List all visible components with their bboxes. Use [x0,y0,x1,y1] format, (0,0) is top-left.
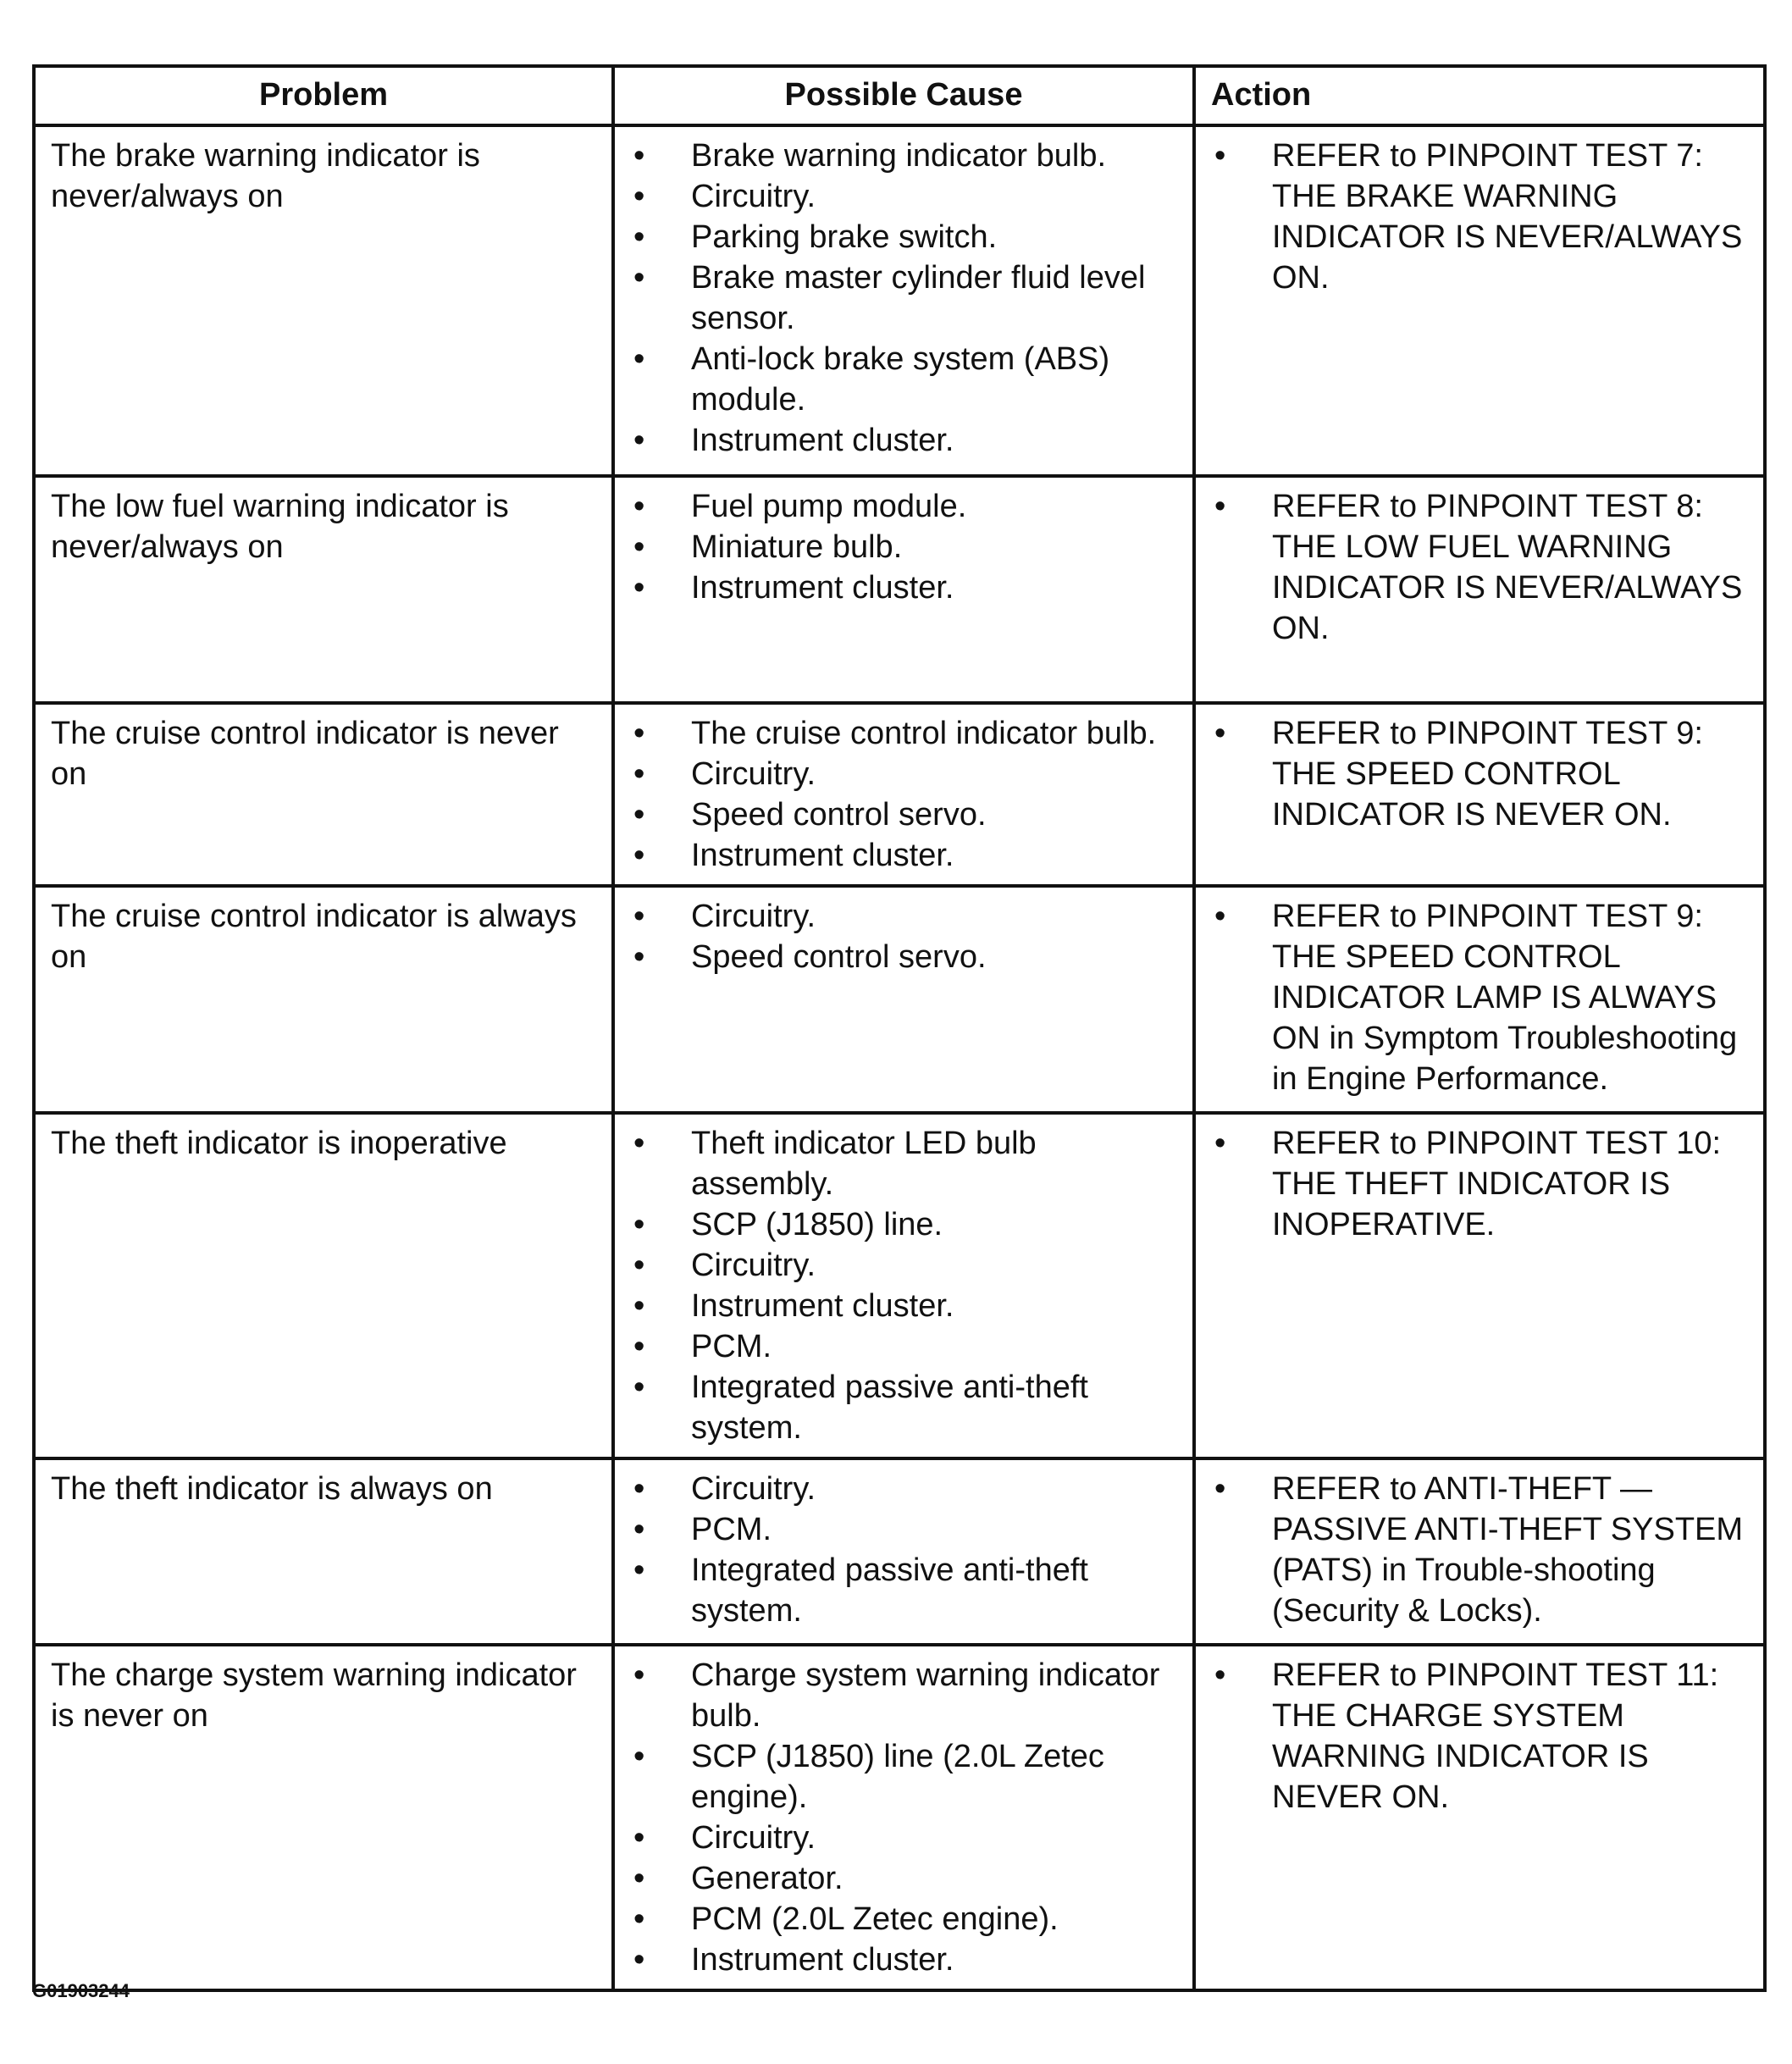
cause-list [630,486,1177,608]
cause-list [630,1655,1177,1980]
action-item: • REFER to PINPOINT TEST 11: THE CHARGE SYSTEM WARNING INDICATOR IS NEVER ON. [1211,1655,1748,1818]
cause-item: • Anti-lock brake system (ABS) module. [630,339,1177,420]
problem-cell: The theft indicator is always on [34,1458,613,1645]
header-problem: Problem [34,66,613,125]
cause-item: • Circuitry. [630,754,1177,794]
symptom-chart [32,64,1763,1992]
cause-item: • Circuitry. [630,1245,1177,1286]
cause-item: • Instrument cluster. [630,567,1177,608]
table-row [34,1645,1765,1990]
action-cell [1194,1113,1765,1458]
cause-list [630,1469,1177,1631]
action-item: • REFER to PINPOINT TEST 8: THE LOW FUEL WARNING INDICATOR IS NEVER/ALWAYS ON. [1211,486,1748,649]
cause-item: • Circuitry. [630,1469,1177,1509]
action-list [1211,713,1748,835]
action-cell [1194,125,1765,476]
cause-item: • PCM (2.0L Zetec engine). [630,1899,1177,1939]
table-row [34,1458,1765,1645]
action-item: • REFER to PINPOINT TEST 9: THE SPEED CONTROL INDICATOR IS NEVER ON. [1211,713,1748,835]
problem-cell: The charge system warning indicator is never on [34,1645,613,1990]
possible-cause-cell [613,886,1194,1113]
possible-cause-cell [613,476,1194,703]
figure-code: G01903244 [32,1980,130,2001]
action-list [1211,1469,1748,1631]
possible-cause-cell [613,1458,1194,1645]
cause-item: • Speed control servo. [630,794,1177,835]
cause-item: • Charge system warning indicator bulb. [630,1655,1177,1736]
cause-item: • Circuitry. [630,896,1177,937]
cause-item: • PCM. [630,1509,1177,1550]
cause-item: • Fuel pump module. [630,486,1177,527]
cause-item: • The cruise control indicator bulb. [630,713,1177,754]
cause-item: • Brake warning indicator bulb. [630,136,1177,176]
cause-item: • Parking brake switch. [630,217,1177,257]
cause-item: • PCM. [630,1326,1177,1367]
action-list [1211,136,1748,298]
cause-list [630,136,1177,461]
problem-cell: The brake warning indicator is never/always on [34,125,613,476]
cause-list [630,713,1177,876]
cause-item: • Miniature bulb. [630,527,1177,567]
table-header-row [34,66,1765,125]
action-list [1211,896,1748,1099]
cause-item: • Generator. [630,1858,1177,1899]
cause-list [630,1123,1177,1448]
cause-item: • SCP (J1850) line. [630,1204,1177,1245]
action-item: • REFER to PINPOINT TEST 7: THE BRAKE WARNING INDICATOR IS NEVER/ALWAYS ON. [1211,136,1748,298]
cause-item: • Circuitry. [630,1818,1177,1858]
cause-item: • Integrated passive anti-theft system. [630,1550,1177,1631]
cause-list [630,896,1177,977]
action-cell [1194,1645,1765,1990]
problem-cell: The low fuel warning indicator is never/always on [34,476,613,703]
action-list [1211,1655,1748,1818]
action-cell [1194,1458,1765,1645]
cause-item: • Instrument cluster. [630,1939,1177,1980]
cause-item: • Circuitry. [630,176,1177,217]
diagnosis-table [32,64,1767,1992]
action-cell [1194,886,1765,1113]
problem-cell: The cruise control indicator is always on [34,886,613,1113]
action-item: • REFER to PINPOINT TEST 10: THE THEFT INDICATOR IS INOPERATIVE. [1211,1123,1748,1245]
action-item: • REFER to ANTI-THEFT — PASSIVE ANTI-THEFT SYSTEM (PATS) in Trouble-shooting (Security & Locks). [1211,1469,1748,1631]
cause-item: • SCP (J1850) line (2.0L Zetec engine). [630,1736,1177,1818]
table-row [34,1113,1765,1458]
cause-item: • Instrument cluster. [630,835,1177,876]
action-list [1211,1123,1748,1245]
problem-cell: The cruise control indicator is never on [34,703,613,886]
possible-cause-cell [613,125,1194,476]
cause-item: • Instrument cluster. [630,420,1177,461]
cause-item: • Integrated passive anti-theft system. [630,1367,1177,1448]
table-row [34,476,1765,703]
possible-cause-cell [613,703,1194,886]
cause-item: • Theft indicator LED bulb assembly. [630,1123,1177,1204]
action-item: • REFER to PINPOINT TEST 9: THE SPEED CONTROL INDICATOR LAMP IS ALWAYS ON in Symptom Troubleshooting in Engine Performance. [1211,896,1748,1099]
cause-item: • Brake master cylinder fluid level sensor. [630,257,1177,339]
table-row [34,886,1765,1113]
table-body [34,125,1765,1990]
table-row [34,703,1765,886]
cause-item: • Speed control servo. [630,937,1177,977]
action-cell [1194,476,1765,703]
header-possible-cause: Possible Cause [613,66,1194,125]
action-list [1211,486,1748,649]
cause-item: • Instrument cluster. [630,1286,1177,1326]
action-cell [1194,703,1765,886]
problem-cell: The theft indicator is inoperative [34,1113,613,1458]
possible-cause-cell [613,1113,1194,1458]
table-row [34,125,1765,476]
possible-cause-cell [613,1645,1194,1990]
header-action: Action [1194,66,1765,125]
